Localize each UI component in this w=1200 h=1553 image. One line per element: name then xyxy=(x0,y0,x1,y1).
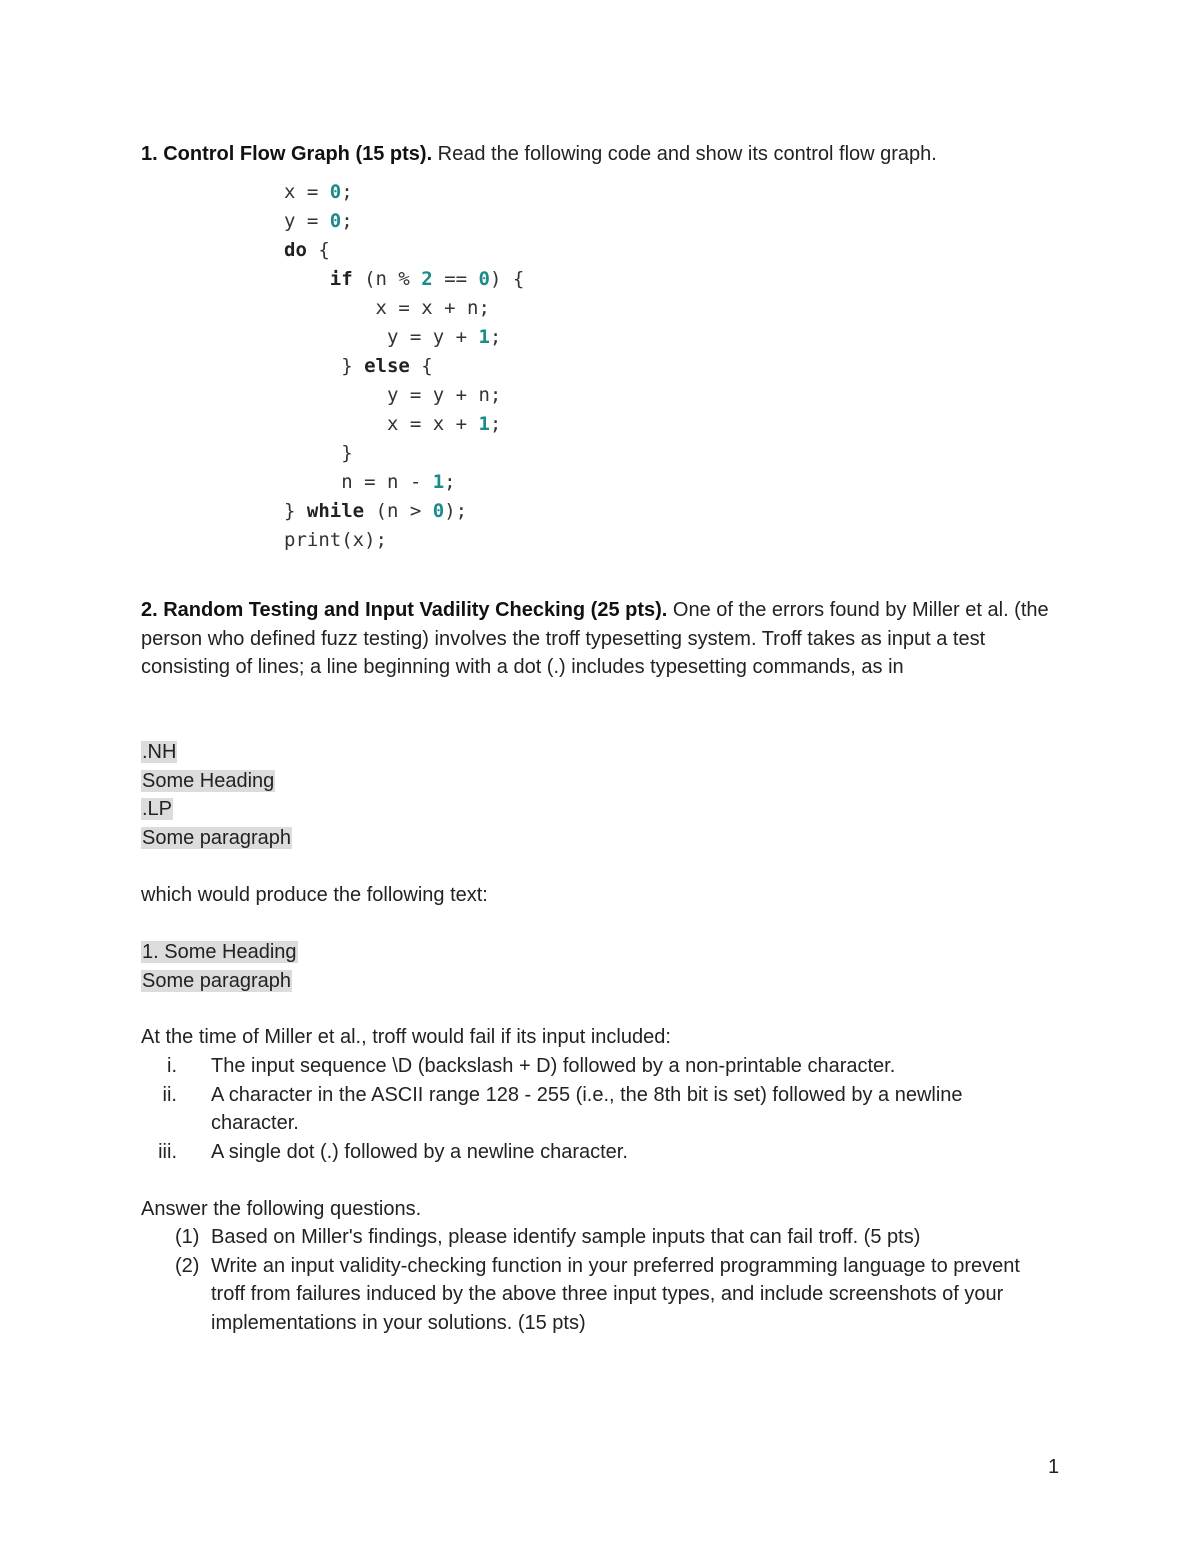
troff-input-line: Some paragraph xyxy=(142,826,291,849)
code-line: y = y + n; xyxy=(284,384,502,406)
produce-text-line: which would produce the following text: xyxy=(141,884,488,906)
troff-input-line: .LP xyxy=(142,798,173,820)
troff-output-line: Some paragraph xyxy=(142,969,291,992)
code-line: } else { xyxy=(284,355,433,377)
troff-output-example xyxy=(141,938,298,995)
troff-input-line: .NH xyxy=(142,741,177,763)
code-line: print(x); xyxy=(284,529,387,551)
code-line: n = n - 1; xyxy=(284,471,456,493)
question-2-heading xyxy=(141,596,1061,682)
code-line: y = y + 1; xyxy=(284,326,502,348)
question-list xyxy=(141,1223,1041,1337)
failure-list xyxy=(141,1052,1041,1166)
question-2-prompt: One of the errors found by Miller et al. (the person who defined fuzz testing) involves the troff typesetting system. Troff takes as input a test consisting of lines; a line beginning with a dot (.) includes typesetting commands, as in xyxy=(141,599,1049,678)
code-line: if (n % 2 == 0) { xyxy=(329,268,525,290)
failure-item: i. The input sequence \D (backslash + D) followed by a non-printable character. xyxy=(167,1055,896,1077)
code-line: do { xyxy=(284,239,330,261)
failure-item: ii. A character in the ASCII range 128 - 255 (i.e., the 8th bit is set) followed by a newline character. xyxy=(162,1083,963,1134)
question-2-title: 2. Random Testing and Input Vadility Checking (25 pts). xyxy=(141,599,668,621)
question-1-title: 1. Control Flow Graph (15 pts). xyxy=(141,143,433,165)
code-line: x = x + n; xyxy=(284,297,490,319)
code-line: } xyxy=(284,442,353,464)
question-1-heading xyxy=(141,140,1061,168)
code-line: x = 0; xyxy=(284,181,353,203)
code-line: x = x + 1; xyxy=(284,413,502,435)
code-line: } while (n > 0); xyxy=(284,500,468,522)
sub-question: (2) Write an input validity-checking function in your preferred programming language to prevent troff from failures induced by the above three input types, and include screenshots of your implementations in your solutions. (15 pts) xyxy=(175,1254,1020,1334)
question-1-prompt: Read the following code and show its control flow graph. xyxy=(432,143,937,165)
sub-question: (1) Based on Miller's findings, please identify sample inputs that can fail troff. (5 pts) xyxy=(175,1226,921,1248)
code-line: y = 0; xyxy=(284,210,353,232)
failure-item: iii. A single dot (.) followed by a newline character. xyxy=(158,1140,628,1163)
page-number: 1 xyxy=(1048,1456,1060,1478)
failure-intro: At the time of Miller et al., troff would fail if its input included: xyxy=(141,1026,671,1048)
troff-output-line: 1. Some Heading xyxy=(142,941,297,963)
troff-input-example xyxy=(141,738,292,852)
answer-intro: Answer the following questions. xyxy=(141,1198,422,1220)
troff-input-line: Some Heading xyxy=(142,769,275,792)
code-block xyxy=(284,178,524,555)
